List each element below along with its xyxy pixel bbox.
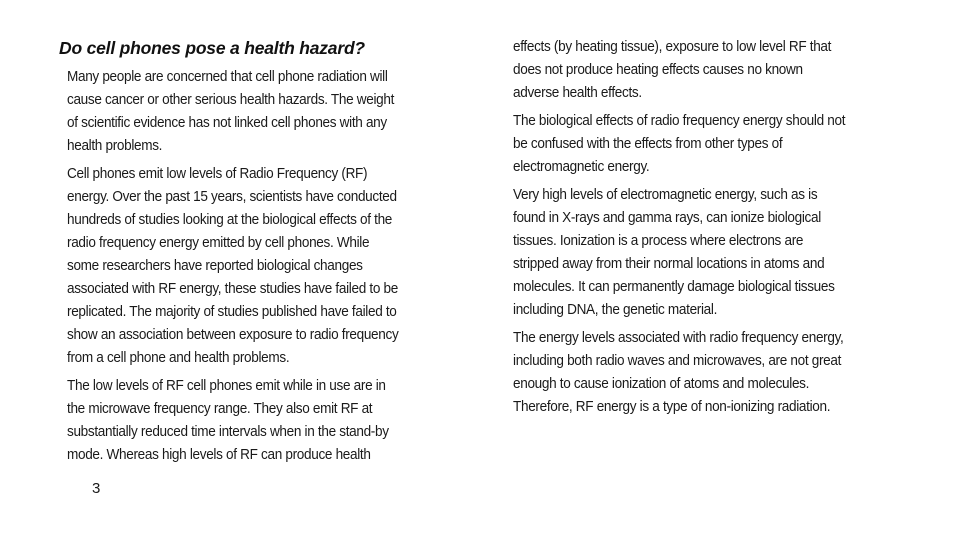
text-line: including DNA, the genetic material.: [513, 302, 718, 318]
text-line: energy. Over the past 15 years, scientists have conducted: [67, 189, 397, 205]
text-line: Very high levels of electromagnetic energy, such as is: [513, 187, 818, 203]
page-number: 3: [92, 480, 101, 497]
paragraph: [67, 66, 394, 158]
text-line: radio frequency energy emitted by cell phones. While: [67, 235, 370, 251]
paragraph: [513, 110, 845, 179]
text-line: the microwave frequency range. They also emit RF at: [67, 401, 373, 417]
text-line: some researchers have reported biological changes: [67, 258, 363, 274]
text-line: be confused with the effects from other types of: [513, 136, 783, 152]
paragraph: [513, 36, 831, 105]
text-line: show an association between exposure to radio frequency: [67, 327, 399, 343]
text-line: Cell phones emit low levels of Radio Frequency (RF): [67, 166, 368, 182]
paragraph: [513, 327, 843, 419]
text-line: enough to cause ionization of atoms and molecules.: [513, 376, 810, 392]
text-line: Many people are concerned that cell phone radiation will: [67, 69, 388, 85]
text-line: stripped away from their normal locations in atoms and: [513, 256, 825, 272]
text-line: effects (by heating tissue), exposure to low level RF that: [513, 39, 832, 55]
text-line: replicated. The majority of studies published have failed to: [67, 304, 397, 320]
text-line: adverse health effects.: [513, 85, 642, 101]
text-line: including both radio waves and microwaves, are not great: [513, 353, 842, 369]
text-line: Therefore, RF energy is a type of non-ionizing radiation.: [513, 399, 831, 415]
text-line: The low levels of RF cell phones emit while in use are in: [67, 378, 386, 394]
paragraph: [67, 375, 389, 467]
text-line: molecules. It can permanently damage biological tissues: [513, 279, 835, 295]
text-line: mode. Whereas high levels of RF can produce health: [67, 447, 371, 463]
text-line: tissues. Ionization is a process where electrons are: [513, 233, 804, 249]
paragraph: [513, 184, 835, 322]
paragraph: [67, 163, 398, 370]
text-line: substantially reduced time intervals when in the stand-by: [67, 424, 389, 440]
text-line: hundreds of studies looking at the biological effects of the: [67, 212, 393, 228]
text-line: The biological effects of radio frequency energy should not: [513, 113, 846, 129]
text-line: electromagnetic energy.: [513, 159, 650, 175]
text-line: associated with RF energy, these studies have failed to be: [67, 281, 398, 297]
text-line: health problems.: [67, 138, 163, 154]
text-line: The energy levels associated with radio frequency energy,: [513, 330, 844, 346]
section-heading: Do cell phones pose a health hazard?: [59, 38, 365, 58]
text-line: from a cell phone and health problems.: [67, 350, 290, 366]
text-line: does not produce heating effects causes no known: [513, 62, 803, 78]
text-line: of scientific evidence has not linked cell phones with any: [67, 115, 387, 131]
text-line: cause cancer or other serious health hazards. The weight: [67, 92, 395, 108]
text-line: found in X-rays and gamma rays, can ionize biological: [513, 210, 821, 226]
